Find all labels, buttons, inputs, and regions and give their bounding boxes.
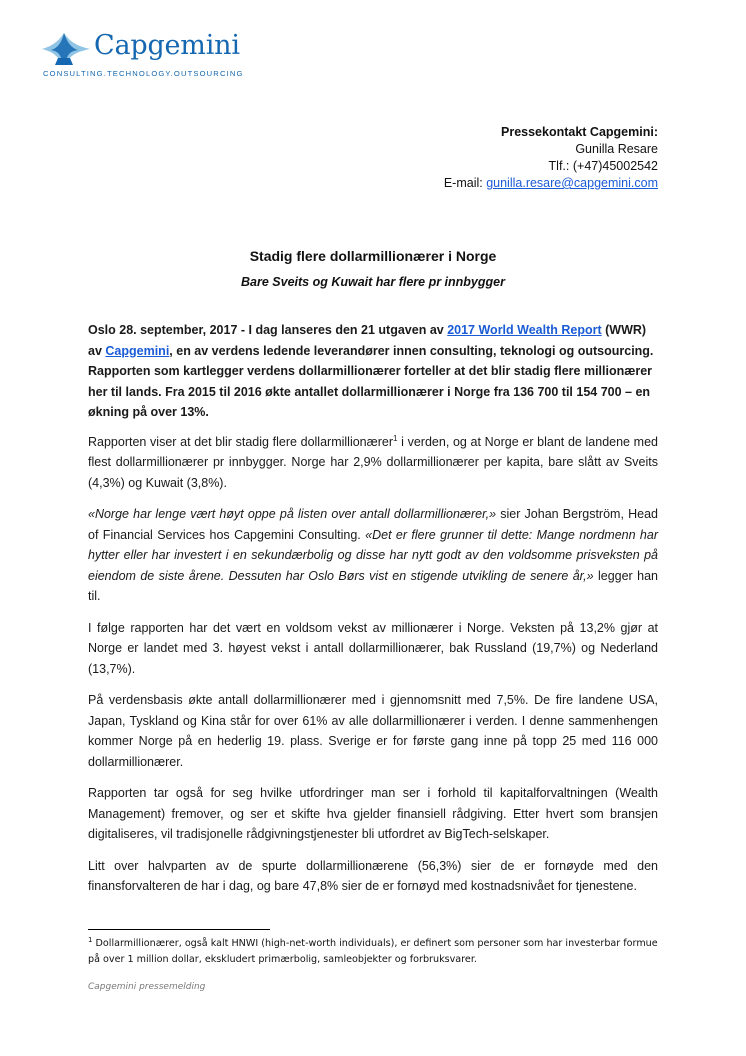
paragraph-4: På verdensbasis økte antall dollarmillionærer med i gjennomsnitt med 7,5%. De fire landene USA, Japan, Tyskland og Kina står for over 61% av alle dollarmillionærer i verden. I denne sammenhengen kommer Norge på en hederlig 19. plass. Sverige er for første gang inne på topp 25 med 116 000 dollarmillionærer.: [88, 693, 658, 769]
paragraph-2-end: legger han til.: [88, 568, 658, 603]
lead-text-1: Oslo 28. september, 2017 - I dag lanseres den 21 utgaven av: [88, 323, 448, 337]
contact-phone: Tlf.: (+47)45002542: [548, 159, 658, 173]
paragraph-6: Litt over halvparten av de spurte dollarmillionærene (56,3%) sier de er fornøyde med den finansforvalteren de har i dag, og bare 47,8% sier de er fornøyd med kostnadsnivået for tjenestene.: [88, 858, 658, 893]
paragraph-2: [88, 504, 658, 607]
paragraph-5: Rapporten tar også for seg hvilke utfordringer man ser i forhold til kapitalforvaltningen (Wealth Management) fremover, og ser et skifte hva gjelder finansiell rådgiving. Etter hvert som bransjen digitaliseres, vil tradisjonelle rådgivningstjenester bli utfordret av BigTech-selskaper.: [88, 786, 658, 841]
capgemini-spade-icon: [40, 32, 94, 66]
paragraph-1-text-b: i verden, og at Norge er blant de landene med flest dollarmillionærer pr innbygger. Norge har 2,9% dollarmillionærer per kapita, bare slått av Sveits (4,3%) og Kuwait (3,8%).: [88, 434, 658, 490]
lead-text-3: , en av verdens ledende leverandører innen consulting, teknologi og outsourcing. Rapporten som kartlegger verdens dollarmillionærer forteller at det blir stadig flere millionærer her til lands. Fra 2015 til 2016 økte antallet dollarmillionærer i Norge fra 136 700 til 154 700 – en økning på over 13%.: [88, 343, 654, 419]
page-footer: Capgemini pressemelding: [88, 982, 206, 992]
paragraph-1-text-a: Rapporten viser at det blir stadig flere dollarmillionærer: [88, 434, 394, 449]
logo-tagline: CONSULTING.TECHNOLOGY.OUTSOURCING: [43, 69, 244, 78]
contact-email-label: E-mail:: [443, 176, 487, 190]
lead-paragraph: [88, 320, 658, 423]
article-subtitle: Bare Sveits og Kuwait har flere pr innbygger: [241, 275, 505, 289]
lead-text-2: (WWR) av: [88, 323, 647, 358]
quote-1: «Norge har lenge vært høyt oppe på listen over antall dollarmillionærer,»: [88, 507, 497, 521]
article-title: Stadig flere dollarmillionærer i Norge: [249, 248, 497, 264]
capgemini-link[interactable]: Capgemini: [105, 343, 170, 358]
contact-email-line: [444, 175, 658, 192]
article-body: [88, 320, 658, 908]
paragraph-1: [88, 432, 658, 494]
footnote-text: Dollarmillionærer, også kalt HNWI (high-net-worth individuals), er definert som personer som har investerbar formue på over 1 million dollar, ekskludert primærbolig, samleobjekter og forbruksvarer.: [88, 938, 658, 965]
paragraph-2-attribution: sier Johan Bergström, Head of Financial Services hos Capgemini Consulting.: [88, 507, 658, 542]
logo-wordmark: Capgemini: [94, 30, 240, 61]
capgemini-logo: [40, 28, 244, 82]
press-contact: [444, 124, 658, 192]
quote-2: «Det er flere grunner til dette: Mange nordmenn har hytter eller har investert i en sekundærbolig og disse har nytt godt av den voldsomme prisveksten på eiendom de siste årene. Dessuten har Oslo Børs vist en stigende utvikling de senere år,»: [88, 527, 659, 583]
footnote: [88, 936, 658, 968]
footnote-divider: [88, 929, 270, 930]
contact-heading: Pressekontakt Capgemini:: [501, 125, 658, 139]
contact-email-link[interactable]: gunilla.resare@capgemini.com: [486, 176, 658, 190]
footnote-marker: 1: [88, 935, 93, 944]
contact-name: Gunilla Resare: [575, 142, 658, 156]
world-wealth-report-link[interactable]: 2017 World Wealth Report: [447, 323, 602, 337]
paragraph-3: I følge rapporten har det vært en voldsom vekst av millionærer i Norge. Veksten på 13,2% gjør at Norge er landet med 3. høyest vekst i antall dollarmillionærer, bak Russland (19,7%) og Nederland (13,7%).: [88, 620, 658, 676]
footnote-ref: 1: [393, 433, 398, 443]
